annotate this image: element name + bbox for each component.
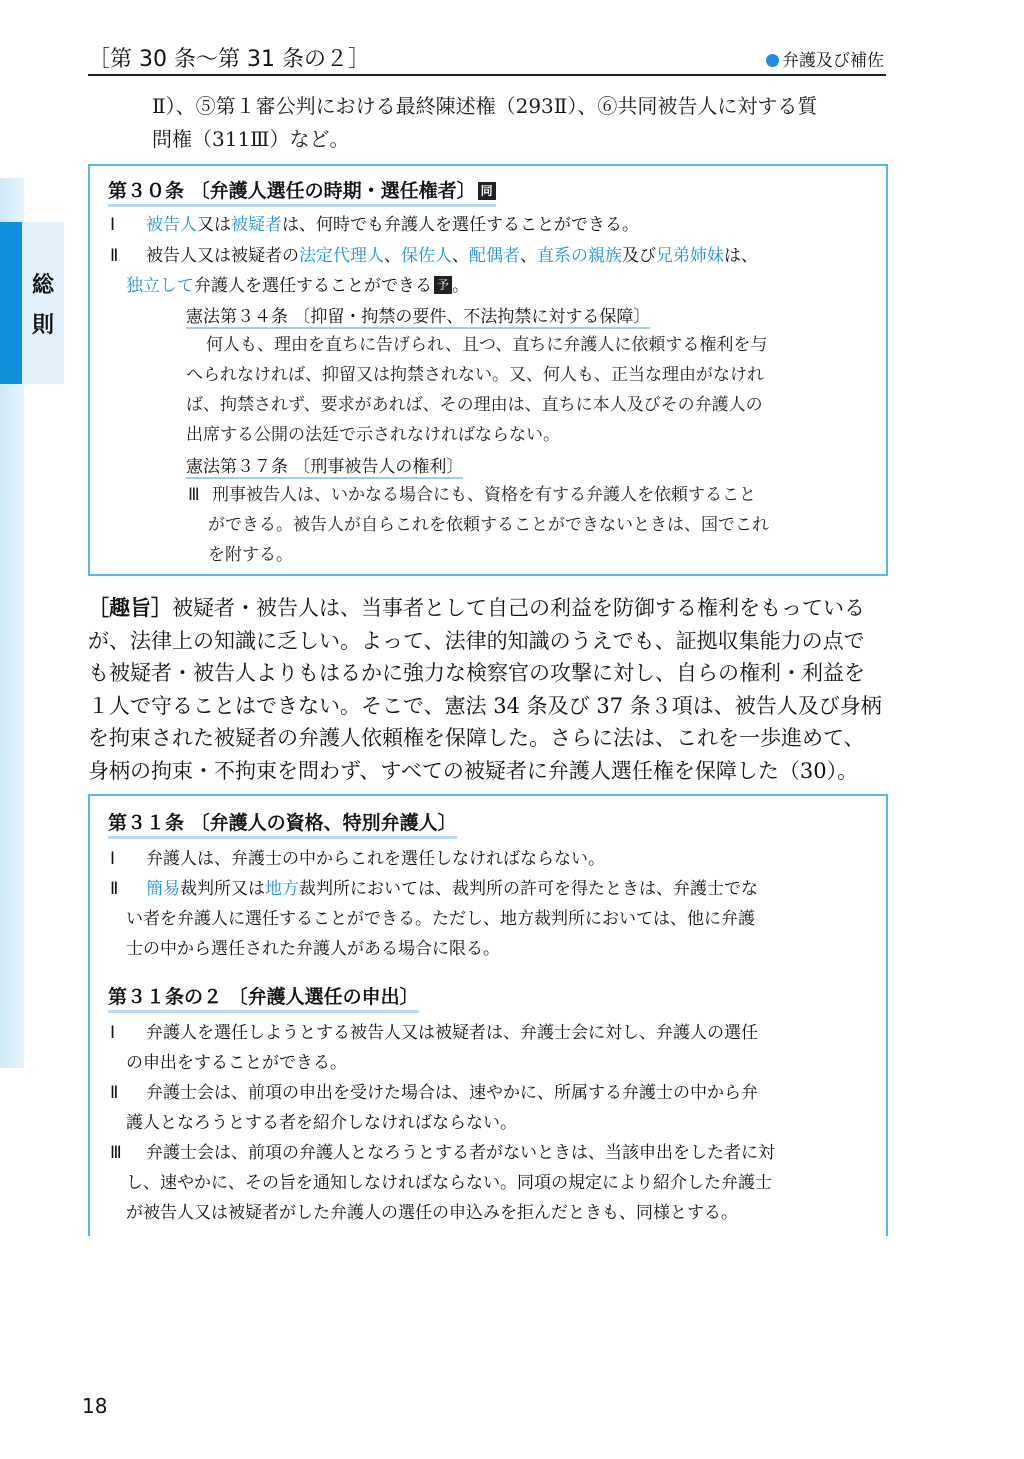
body-line: ができる。被告人が自らこれを依頼することができないときは、国でこれ [208, 515, 769, 535]
side-tab-label-2: 則 [31, 313, 54, 338]
body-line: を附する。 [208, 545, 293, 565]
article-31-box [88, 794, 888, 1236]
clause-text: 弁護人を選任することができる [194, 276, 432, 296]
side-tab [0, 222, 64, 384]
article-31-2-clause-2 [110, 1078, 872, 1138]
article-30-clause-2 [110, 241, 872, 301]
article-31-2-clause-1 [110, 1018, 872, 1078]
clause-number: Ⅲ [110, 1143, 122, 1163]
article-30-title-text: 第３０条 〔弁護人選任の時期・選任権者〕 [108, 180, 476, 202]
side-tab-label-1: 総 [31, 273, 54, 298]
article-30-box [88, 164, 888, 576]
clause-line: し、速やかに、その旨を通知しなければならない。同項の規定により紹介した弁護士 [126, 1173, 772, 1193]
article-31-clause-1 [110, 844, 870, 874]
clause-number: Ⅱ [110, 246, 119, 266]
clause-line: 弁護士会は、前項の弁護人となろうとする者がないときは、当該申出をした者に対 [146, 1143, 775, 1163]
preliminary-badge-icon: 予 [434, 276, 452, 294]
clause-number: Ⅲ [188, 485, 200, 505]
paragraph-line: 身柄の拘束・不拘束を問わず、すべての被疑者に弁護人選任権を保障した（30）。 [88, 758, 859, 783]
paragraph-line: １人で守ることはできない。そこで、憲法 34 条及び 37 条３項は、被告人及び身柄 [88, 693, 882, 718]
clause-line: 護人となろうとする者を紹介しなければならない。 [126, 1113, 517, 1133]
clause-text: 。 [452, 276, 469, 296]
keyword: 保佐人 [401, 246, 452, 266]
keyword: 配偶者 [469, 246, 520, 266]
clause-text: 又は [197, 215, 231, 235]
clause-line: 士の中から選任された弁護人がある場合に限る。 [126, 939, 500, 959]
paragraph-line: が、法律上の知識に乏しい。よって、法律的知識のうえでも、証拠収集能力の点で [88, 628, 865, 653]
keyword: 法定代理人 [299, 246, 384, 266]
clause-number: Ⅰ [110, 849, 116, 869]
topic-text: 弁護及び補佐 [782, 51, 884, 71]
body-line: 刑事被告人は、いかなる場合にも、資格を有する弁護人を依頼すること [212, 485, 756, 505]
keyword: 簡易 [146, 879, 180, 899]
clause-text: 裁判所においては、裁判所の許可を得たときは、弁護士でな [299, 879, 758, 899]
body-line: へられなければ、抑留又は拘禁されない。又、何人も、正当な理由がなけれ [186, 365, 764, 385]
clause-text: 、 [520, 246, 537, 266]
keyword: 直系の親族 [537, 246, 622, 266]
clause-text: 弁護人は、弁護士の中からこれを選任しなければならない。 [146, 849, 605, 869]
clause-text: 、 [452, 246, 469, 266]
clause-line: 弁護士会は、前項の申出を受けた場合は、速やかに、所属する弁護士の中から弁 [146, 1083, 758, 1103]
constitution-37-title: 憲法第３７条 〔刑事被告人の権利〕 [186, 452, 463, 479]
paragraph-line: も被疑者・被告人よりもはるかに強力な検察官の攻撃に対し、自らの権利・利益を [88, 661, 865, 686]
clause-number: Ⅱ [110, 1083, 119, 1103]
clause-number: Ⅰ [110, 1023, 116, 1043]
article-30-title [108, 176, 496, 207]
constitution-34-body [186, 330, 876, 450]
clause-text: は、何時でも弁護人を選任することができる。 [282, 215, 639, 235]
clause-line: 弁護人を選任しようとする被告人又は被疑者は、弁護士会に対し、弁護人の選任 [146, 1023, 758, 1043]
clause-line: い者を弁護人に選任することができる。ただし、地方裁判所においては、他に弁護 [126, 909, 755, 929]
clause-text: 、 [384, 246, 401, 266]
clause-number: Ⅰ [110, 215, 116, 235]
intro-line-2: 問権（311Ⅲ）など。 [152, 127, 350, 151]
article-30-clause-1 [110, 210, 870, 240]
page-number: 18 [82, 1394, 108, 1418]
clause-text: 被告人又は被疑者の [146, 246, 299, 266]
same-badge-icon: 同 [478, 182, 496, 200]
paragraph-line: 被疑者・被告人は、当事者として自己の利益を防御する権利をもっている [172, 596, 865, 620]
purpose-paragraph [88, 592, 888, 788]
body-line: 出席する公開の法廷で示されなければならない。 [186, 425, 560, 445]
purpose-tag: ［趣旨］ [88, 596, 172, 620]
body-line: 何人も、理由を直ちに告げられ、且つ、直ちに弁護人に依頼する権利を与 [206, 335, 768, 355]
article-31-2-clause-3 [110, 1138, 872, 1228]
clause-line: が被告人又は被疑者がした弁護人の選任の申込みを拒んだときも、同様とする。 [126, 1203, 738, 1223]
paragraph-line: を拘束された被疑者の弁護人依頼権を保障した。さらに法は、これを一歩進めて、 [88, 726, 865, 751]
topic-label [766, 46, 884, 71]
article-31-clause-2 [110, 874, 872, 964]
clause-number: Ⅱ [110, 879, 119, 899]
keyword: 独立して [126, 276, 194, 296]
side-tab-label [28, 266, 58, 346]
constitution-37-body [186, 480, 876, 570]
keyword: 兄弟姉妹 [656, 246, 724, 266]
keyword: 被疑者 [231, 215, 282, 235]
keyword: 地方 [265, 879, 299, 899]
clause-text: 裁判所又は [180, 879, 265, 899]
intro-line-1: Ⅱ）、⑤第１審公判における最終陳述権（293Ⅱ）、⑥共同被告人に対する質 [152, 94, 818, 118]
bullet-dot-icon [766, 54, 779, 67]
section-range: ［第 30 条～第 31 条の２］ [88, 47, 370, 72]
body-line: ば、拘禁されず、要求があれば、その理由は、直ちに本人及びその弁護人の [186, 395, 763, 415]
side-tab-bar [0, 222, 22, 384]
article-31-2-title: 第３１条の２ 〔弁護人選任の申出〕 [108, 982, 419, 1013]
clause-text: は、 [724, 246, 758, 266]
keyword: 被告人 [146, 215, 197, 235]
clause-text: 及び [622, 246, 656, 266]
clause-line: の申出をすることができる。 [126, 1053, 347, 1073]
article-31-title: 第３１条 〔弁護人の資格、特別弁護人〕 [108, 808, 457, 839]
page-header [88, 40, 886, 76]
constitution-34-title: 憲法第３４条 〔抑留・拘禁の要件、不法拘禁に対する保障〕 [186, 302, 650, 329]
